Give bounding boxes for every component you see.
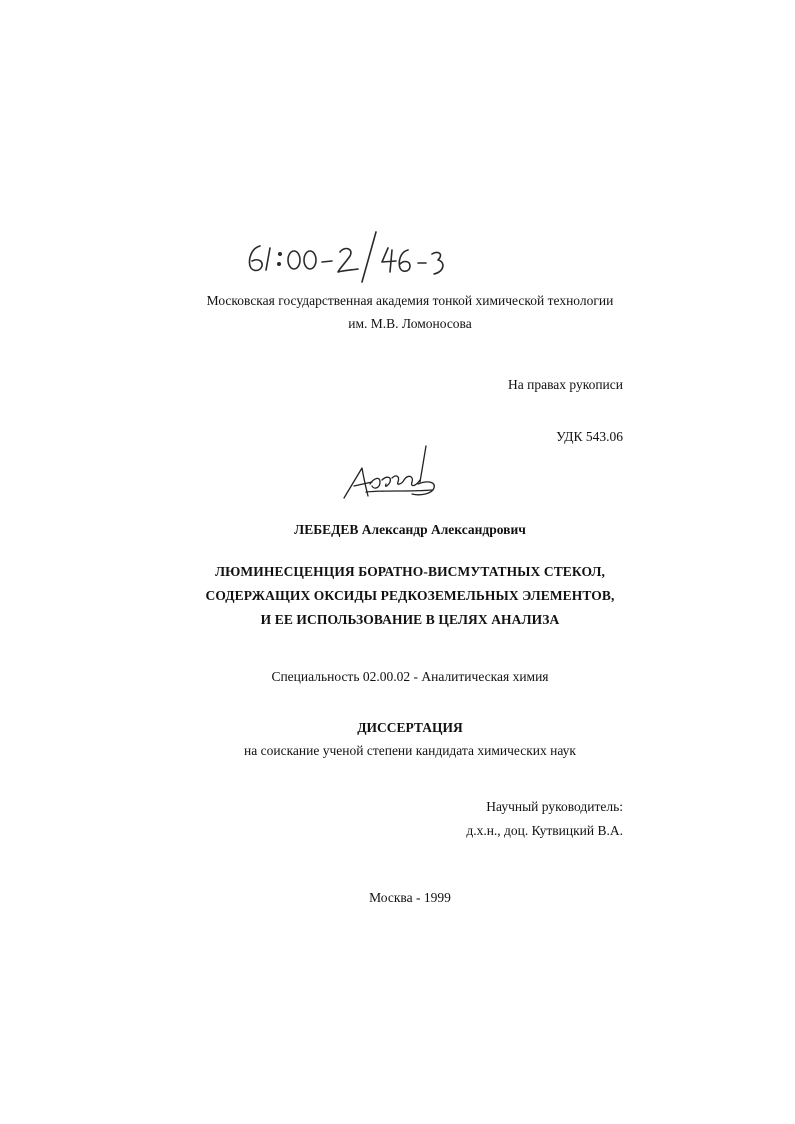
- rights-note: На правах рукописи: [507, 377, 623, 392]
- institution-name: им. М.В. Ломоносова: [348, 316, 472, 331]
- place-year: Москва - 1999: [369, 890, 451, 905]
- supervisor-name: д.х.н., доц. Кутвицкий В.А.: [466, 823, 623, 838]
- udk-code: УДК 543.06: [556, 429, 623, 444]
- specialty: Специальность 02.00.02 - Аналитическая химия: [271, 669, 549, 684]
- title-line-3: И ЕЕ ИСПОЛЬЗОВАНИЕ В ЦЕЛЯХ АНАЛИЗА: [260, 612, 560, 627]
- handwritten-archive-number: [238, 228, 458, 284]
- title-line-1: ЛЮМИНЕСЦЕНЦИЯ БОРАТНО-ВИСМУТАТНЫХ СТЕКОЛ,: [214, 564, 606, 579]
- author-signature: [336, 440, 446, 504]
- supervisor-label: Научный руководитель:: [486, 799, 623, 814]
- document-type: ДИССЕРТАЦИЯ: [357, 720, 463, 735]
- institution: Московская государственная академия тонкой химической технологии: [206, 293, 614, 308]
- degree-line: на соискание ученой степени кандидата химических наук: [244, 743, 576, 758]
- title-line-2: СОДЕРЖАЩИХ ОКСИДЫ РЕДКОЗЕМЕЛЬНЫХ ЭЛЕМЕНТОВ,: [205, 588, 615, 603]
- author-name: ЛЕБЕДЕВ Александр Александрович: [294, 522, 526, 537]
